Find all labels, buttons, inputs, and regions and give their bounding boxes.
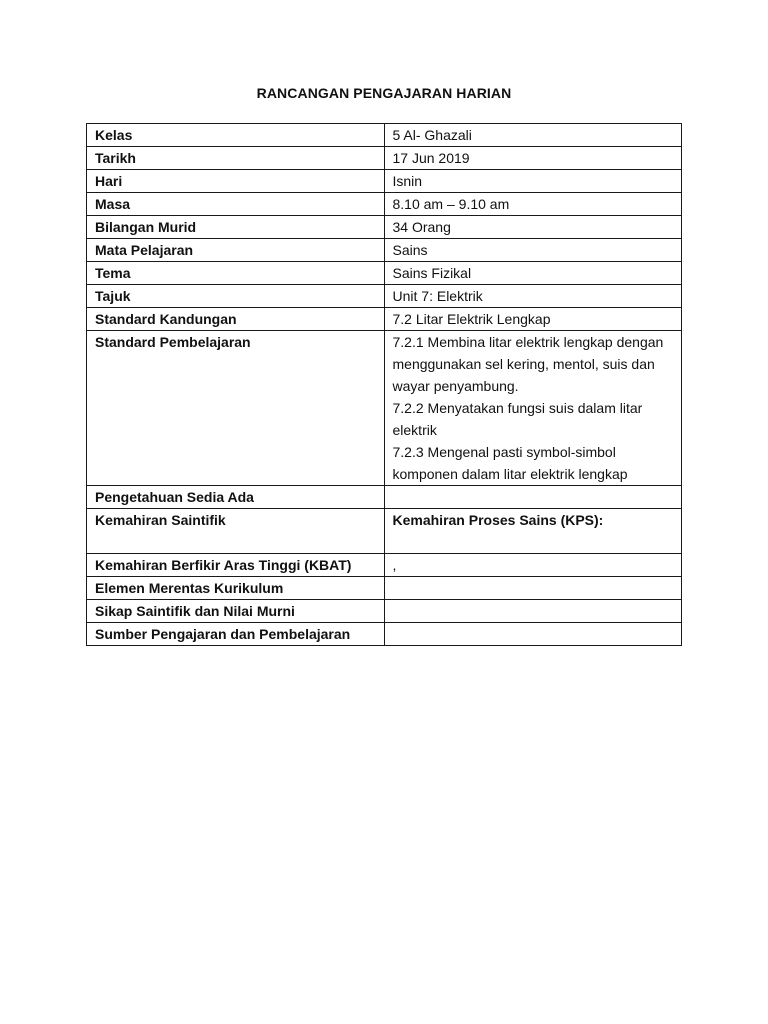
row-label: Mata Pelajaran — [87, 239, 385, 262]
table-row-tarikh — [87, 147, 682, 170]
row-label: Sumber Pengajaran dan Pembelajaran — [87, 623, 385, 646]
row-label: Tema — [87, 262, 385, 285]
row-label: Bilangan Murid — [87, 216, 385, 239]
row-value — [384, 623, 682, 646]
standard-pembelajaran-line: 7.2.1 Membina litar elektrik lengkap dengan — [392, 334, 664, 350]
table-row-sumber-pengajaran — [87, 623, 682, 646]
table-row-tajuk — [87, 285, 682, 308]
table-row-pengetahuan-sedia-ada — [87, 486, 682, 509]
row-value: 5 Al- Ghazali — [384, 124, 682, 147]
row-label: Sikap Saintifik dan Nilai Murni — [87, 600, 385, 623]
row-label: Kelas — [87, 124, 385, 147]
table-row-kbat — [87, 554, 682, 577]
row-value: 34 Orang — [384, 216, 682, 239]
row-label: Tajuk — [87, 285, 385, 308]
table-row-sikap-saintifik — [87, 600, 682, 623]
table-row-tema — [87, 262, 682, 285]
table-row-kemahiran-saintifik — [87, 509, 682, 554]
table-row-kelas — [87, 124, 682, 147]
row-value: Kemahiran Proses Sains (KPS): — [384, 509, 682, 554]
row-value: , — [384, 554, 682, 577]
table-row-standard-kandungan — [87, 308, 682, 331]
standard-pembelajaran-line: komponen dalam litar elektrik lengkap — [392, 466, 628, 482]
row-value: 8.10 am – 9.10 am — [384, 193, 682, 216]
table-row-hari — [87, 170, 682, 193]
row-value: Sains — [384, 239, 682, 262]
page-title: RANCANGAN PENGAJARAN HARIAN — [256, 85, 512, 101]
row-value — [384, 577, 682, 600]
lesson-plan-table — [86, 123, 682, 646]
row-value-multiline — [384, 331, 682, 486]
row-label: Elemen Merentas Kurikulum — [87, 577, 385, 600]
table-row-elemen-merentas-kurikulum — [87, 577, 682, 600]
row-label: Kemahiran Saintifik — [87, 509, 385, 554]
row-label: Hari — [87, 170, 385, 193]
row-value — [384, 600, 682, 623]
row-label: Standard Kandungan — [87, 308, 385, 331]
row-label: Tarikh — [87, 147, 385, 170]
standard-pembelajaran-line: elektrik — [392, 422, 437, 438]
standard-pembelajaran-line: 7.2.3 Mengenal pasti symbol-simbol — [392, 444, 616, 460]
standard-pembelajaran-line: 7.2.2 Menyatakan fungsi suis dalam litar — [392, 400, 643, 416]
table-row-bilangan-murid — [87, 216, 682, 239]
standard-pembelajaran-line: wayar penyambung. — [392, 378, 519, 394]
row-value — [384, 486, 682, 509]
row-label: Kemahiran Berfikir Aras Tinggi (KBAT) — [87, 554, 385, 577]
row-label: Standard Pembelajaran — [87, 331, 385, 486]
row-value: Unit 7: Elektrik — [384, 285, 682, 308]
row-value: 17 Jun 2019 — [384, 147, 682, 170]
row-value: Isnin — [384, 170, 682, 193]
table-row-masa — [87, 193, 682, 216]
row-value: 7.2 Litar Elektrik Lengkap — [384, 308, 682, 331]
standard-pembelajaran-line: menggunakan sel kering, mentol, suis dan — [392, 356, 655, 372]
row-label: Pengetahuan Sedia Ada — [87, 486, 385, 509]
table-row-mata-pelajaran — [87, 239, 682, 262]
row-label: Masa — [87, 193, 385, 216]
row-value: Sains Fizikal — [384, 262, 682, 285]
table-row-standard-pembelajaran — [87, 331, 682, 486]
